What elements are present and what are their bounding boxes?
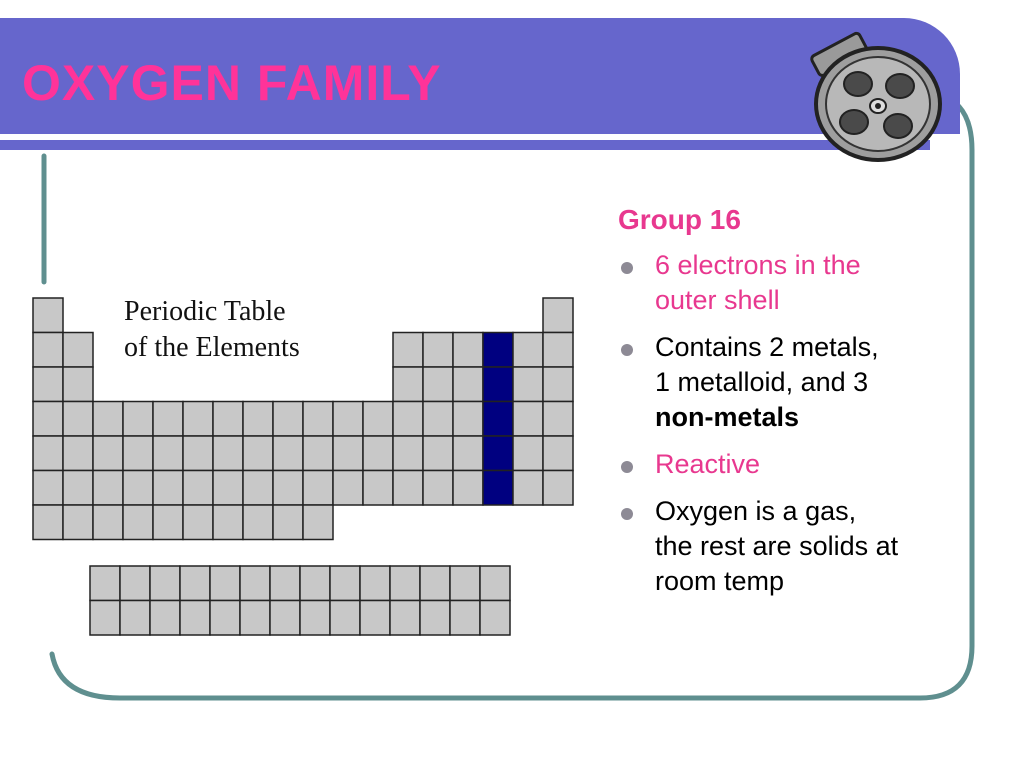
element-cell (513, 367, 543, 402)
element-cell (303, 471, 333, 506)
element-cell (483, 333, 513, 368)
element-cell (483, 402, 513, 437)
bullet-line: outer shell (655, 285, 780, 315)
element-cell (273, 436, 303, 471)
element-cell (33, 505, 63, 540)
element-cell (213, 436, 243, 471)
element-cell (360, 601, 390, 636)
element-cell (120, 566, 150, 601)
bullet-line-bold: non-metals (655, 402, 800, 432)
element-cell (423, 333, 453, 368)
element-cell (33, 333, 63, 368)
bullet-line: 6 electrons in the (655, 250, 861, 280)
element-cell (243, 402, 273, 437)
element-cell (480, 566, 510, 601)
element-cell (153, 436, 183, 471)
element-cell (453, 333, 483, 368)
element-cell (33, 298, 63, 333)
element-cell (123, 471, 153, 506)
element-cell (423, 436, 453, 471)
element-cell (453, 367, 483, 402)
element-cell (300, 566, 330, 601)
element-cell (33, 436, 63, 471)
element-cell (420, 601, 450, 636)
bullet-text (655, 248, 978, 318)
element-cell (123, 505, 153, 540)
element-cell (360, 566, 390, 601)
element-cell (423, 402, 453, 437)
element-cell (513, 333, 543, 368)
bullet-text (655, 494, 978, 599)
bullet-text (655, 330, 978, 435)
element-cell (183, 402, 213, 437)
element-cell (273, 505, 303, 540)
element-cell (333, 436, 363, 471)
element-cell (183, 436, 213, 471)
element-cell (300, 601, 330, 636)
element-cell (543, 402, 573, 437)
element-cell (363, 471, 393, 506)
element-cell (543, 471, 573, 506)
element-cell (450, 601, 480, 636)
element-cell (183, 471, 213, 506)
element-cell (150, 601, 180, 636)
element-cell (213, 402, 243, 437)
element-cell (90, 566, 120, 601)
element-cell (393, 436, 423, 471)
element-cell (543, 367, 573, 402)
element-cell (150, 566, 180, 601)
bullet-text (655, 447, 978, 482)
bullet-dot-icon (621, 262, 633, 274)
element-cell (243, 471, 273, 506)
bullet-dot-icon (621, 344, 633, 356)
element-cell (270, 601, 300, 636)
element-cell (303, 436, 333, 471)
periodic-table-caption (124, 294, 300, 366)
element-cell (93, 471, 123, 506)
element-cell (240, 566, 270, 601)
element-cell (63, 436, 93, 471)
element-cell (210, 601, 240, 636)
content-panel (618, 204, 978, 611)
element-cell (303, 505, 333, 540)
element-cell (390, 601, 420, 636)
element-cell (390, 566, 420, 601)
group-heading: Group 16 (618, 204, 741, 235)
element-cell (63, 333, 93, 368)
bullet-line: the rest are solids at (655, 531, 899, 561)
element-cell (480, 601, 510, 636)
element-cell (153, 402, 183, 437)
element-cell (423, 367, 453, 402)
element-cell (240, 601, 270, 636)
element-cell (153, 505, 183, 540)
element-cell (33, 367, 63, 402)
element-cell (393, 402, 423, 437)
element-cell (180, 566, 210, 601)
element-cell (153, 471, 183, 506)
element-cell (453, 471, 483, 506)
element-cell (453, 402, 483, 437)
element-cell (543, 436, 573, 471)
element-cell (213, 505, 243, 540)
bullet-line: 1 metalloid, and 3 (655, 367, 869, 397)
element-cell (210, 566, 240, 601)
element-cell (333, 402, 363, 437)
element-cell (93, 436, 123, 471)
element-cell (330, 601, 360, 636)
element-cell (483, 471, 513, 506)
bullet-item (618, 494, 978, 599)
element-cell (483, 367, 513, 402)
caption-line-2: of the Elements (124, 332, 300, 363)
bullet-item (618, 447, 978, 482)
element-cell (393, 367, 423, 402)
element-cell (420, 566, 450, 601)
element-cell (93, 505, 123, 540)
element-cell (450, 566, 480, 601)
element-cell (270, 566, 300, 601)
bullet-line: Oxygen is a gas, (655, 496, 857, 526)
element-cell (423, 471, 453, 506)
title-underline (0, 140, 930, 150)
element-cell (333, 471, 363, 506)
element-cell (330, 566, 360, 601)
bullet-item (618, 248, 978, 318)
bullet-list (618, 248, 978, 599)
element-cell (63, 505, 93, 540)
element-cell (63, 367, 93, 402)
element-cell (273, 471, 303, 506)
slide-title: OXYGEN FAMILY (22, 55, 442, 111)
bullet-line: room temp (655, 566, 785, 596)
element-cell (513, 402, 543, 437)
element-cell (63, 471, 93, 506)
bullet-item (618, 330, 978, 435)
bullet-dot-icon (621, 461, 633, 473)
element-cell (243, 505, 273, 540)
periodic-table (28, 290, 588, 642)
element-cell (273, 402, 303, 437)
bullet-dot-icon (621, 508, 633, 520)
element-cell (513, 471, 543, 506)
element-cell (123, 402, 153, 437)
element-cell (93, 402, 123, 437)
element-cell (483, 436, 513, 471)
element-cell (33, 471, 63, 506)
element-cell (123, 436, 153, 471)
element-cell (543, 333, 573, 368)
element-cell (303, 402, 333, 437)
element-cell (120, 601, 150, 636)
element-cell (363, 402, 393, 437)
element-cell (453, 436, 483, 471)
element-cell (180, 601, 210, 636)
caption-line-1: Periodic Table (124, 296, 286, 327)
film-reel-icon (798, 24, 954, 164)
element-cell (543, 298, 573, 333)
bullet-line: Contains 2 metals, (655, 332, 879, 362)
element-cell (393, 471, 423, 506)
element-cell (393, 333, 423, 368)
bullet-line: Reactive (655, 449, 761, 479)
element-cell (63, 402, 93, 437)
element-cell (363, 436, 393, 471)
element-cell (33, 402, 63, 437)
element-cell (513, 436, 543, 471)
element-cell (183, 505, 213, 540)
element-cell (90, 601, 120, 636)
element-cell (243, 436, 273, 471)
element-cell (213, 471, 243, 506)
